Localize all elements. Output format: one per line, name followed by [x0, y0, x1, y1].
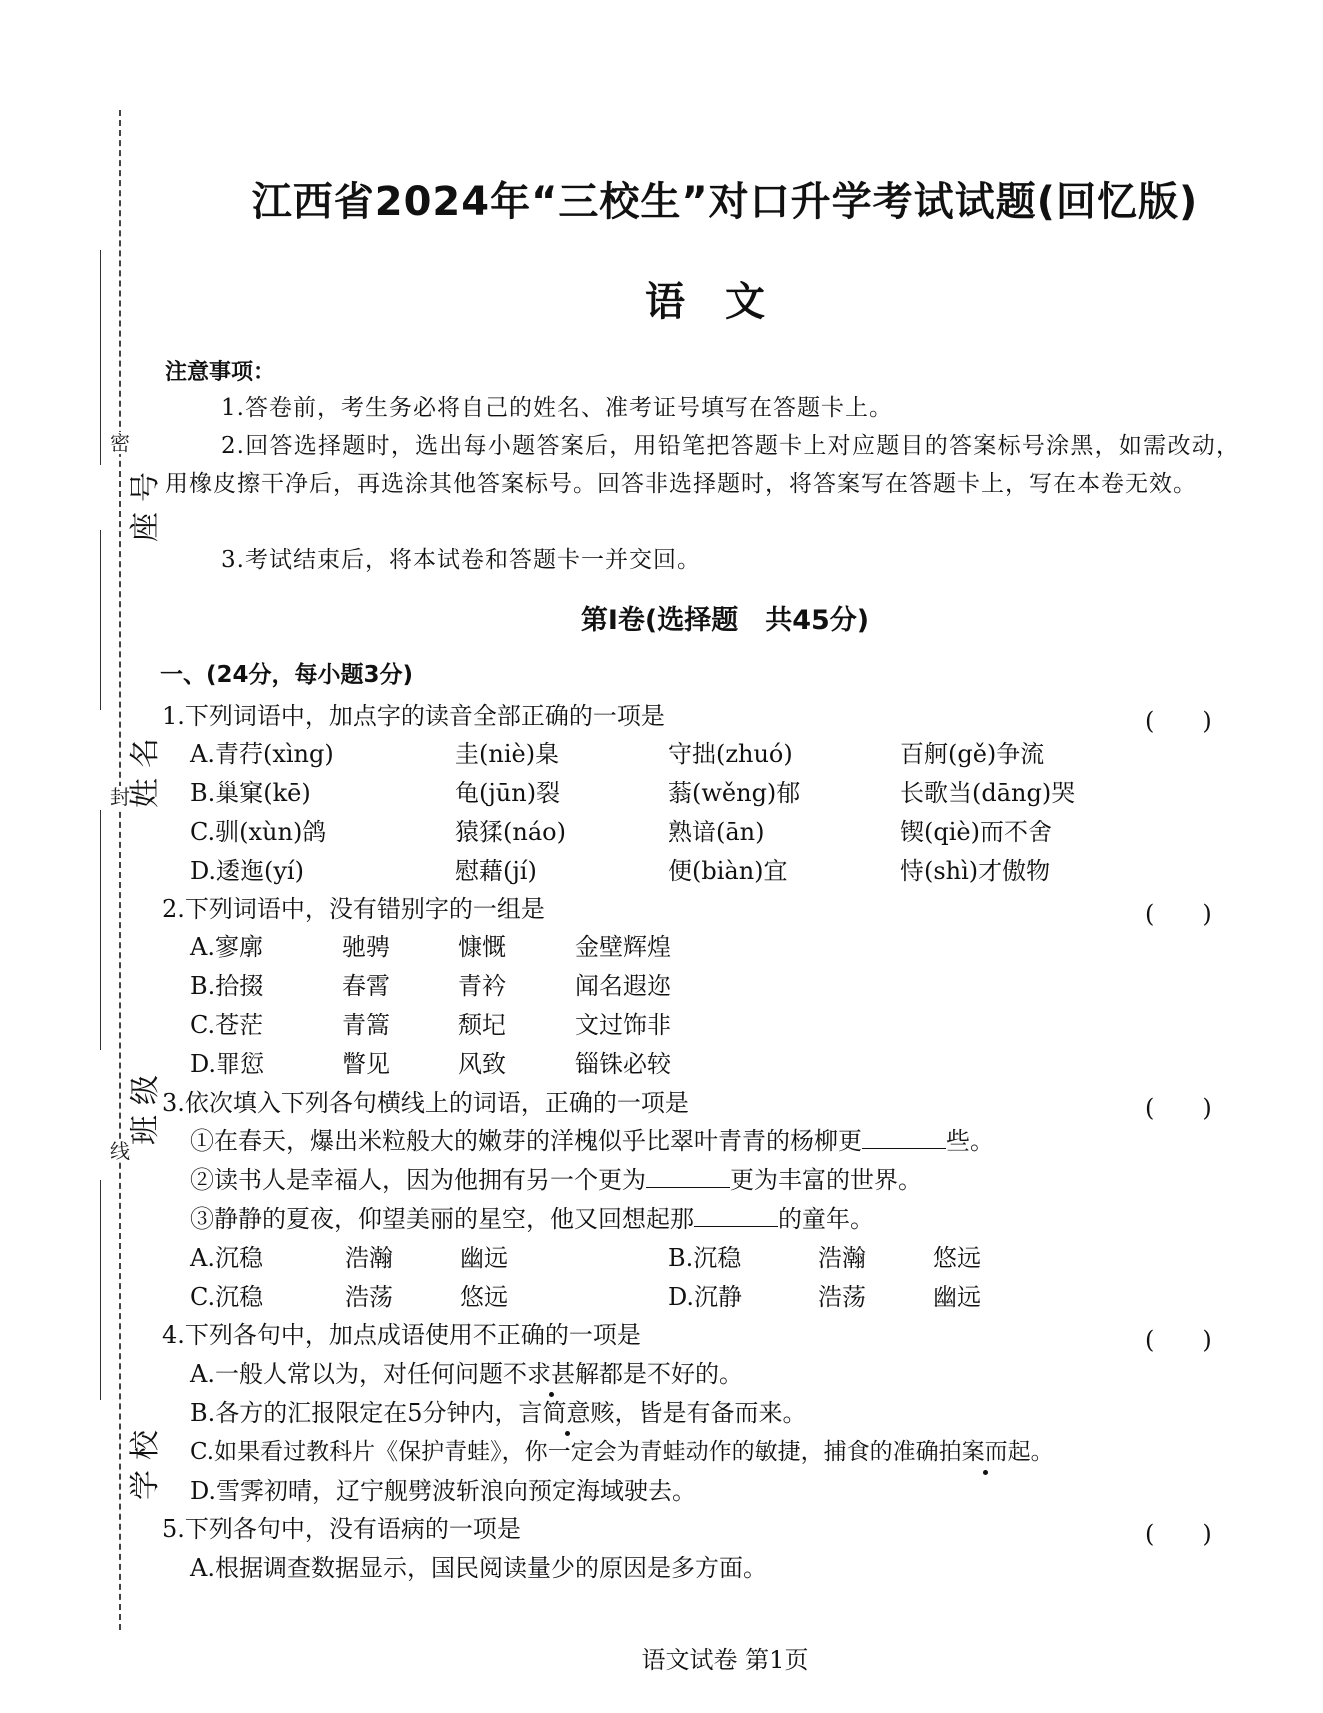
q1-option-d-4: 恃(shì)才傲物 — [900, 857, 1051, 885]
q4-option-b-before: B.各方的汇报限定在5分钟内， — [190, 1399, 519, 1427]
name-label: 姓名 — [128, 728, 163, 808]
q3-option-c-3: 悠远 — [460, 1283, 508, 1311]
q3-sentence-3-after: 的童年。 — [778, 1205, 874, 1233]
q2-option-c-1: C.苍茫 — [190, 1011, 264, 1039]
answer-bracket-1[interactable]: ( ) — [1145, 707, 1212, 735]
q4-option-d: D.雪霁初晴，辽宁舰劈波斩浪向预定海域驶去。 — [190, 1477, 697, 1505]
class-label: 班级 — [128, 1065, 163, 1145]
q4-option-c — [190, 1435, 1054, 1469]
q2-option-a-4: 金壁辉煌 — [575, 933, 671, 961]
q1-option-c-2: 猿猱(náo) — [455, 818, 566, 846]
q4-option-b-after: ，皆是有备而来。 — [614, 1399, 807, 1427]
q3-option-d-1: D.沉静 — [668, 1283, 743, 1311]
seal-mark-mi: 密 — [110, 431, 130, 455]
fill-blank-2[interactable] — [646, 1165, 730, 1188]
seat-number-line — [100, 250, 101, 465]
q1-option-a-1: A.青荇(xìng) — [190, 740, 334, 768]
seat-number-label: 座号 — [128, 462, 163, 542]
school-label: 学校 — [128, 1420, 163, 1500]
part-heading: 一、(24分，每小题3分) — [160, 662, 414, 688]
q1-option-a-2: 圭(niè)臬 — [455, 740, 560, 768]
q4-option-a-before: A.一般人常以为，对任何问题 — [190, 1360, 503, 1388]
q3-option-b-2: 浩瀚 — [818, 1244, 866, 1272]
page-footer: 语文试卷 第1页 — [641, 1646, 809, 1674]
question-3-stem: 3.依次填入下列各句横线上的词语，正确的一项是 — [162, 1089, 689, 1117]
q1-option-b-4: 长歌当(dāng)哭 — [900, 779, 1076, 807]
binding-margin — [0, 0, 163, 1713]
question-5-stem: 5.下列各句中，没有语病的一项是 — [162, 1515, 521, 1543]
q1-option-b-2: 龟(jūn)裂 — [455, 779, 561, 807]
q2-option-d-2: 瞥见 — [342, 1050, 390, 1078]
q4-option-c-before: C.如果看过教科片《保护青蛙》，你一定会为青蛙动作的敏捷，捕食的准确 — [190, 1439, 939, 1465]
exam-title: 江西省2024年“三校生”对口升学考试试题(回忆版) — [251, 179, 1199, 225]
q3-sentence-2-after: 更为丰富的世界。 — [730, 1166, 922, 1194]
q4-option-b — [190, 1396, 807, 1430]
q3-sentence-3 — [190, 1202, 874, 1236]
q3-sentence-1 — [190, 1124, 994, 1158]
q1-option-b-3: 蓊(wěng)郁 — [668, 779, 801, 807]
q2-option-c-3: 颓圮 — [458, 1011, 506, 1039]
q2-option-b-3: 青衿 — [458, 972, 506, 1000]
q1-option-c-1: C.驯(xùn)鸽 — [190, 818, 327, 846]
q1-option-c-4: 锲(qiè)而不舍 — [900, 818, 1052, 846]
q1-option-d-2: 慰藉(jí) — [455, 857, 537, 885]
seal-mark-xian: 线 — [110, 1139, 130, 1163]
notice-item-3: 3.考试结束后，将本试卷和答题卡一并交回。 — [221, 547, 701, 573]
question-2-stem: 2.下列词语中，没有错别字的一组是 — [162, 895, 545, 923]
q4-option-c-after: 。 — [1030, 1439, 1054, 1465]
q2-option-d-1: D.罪愆 — [190, 1050, 265, 1078]
q3-sentence-2-before: ②读书人是幸福人，因为他拥有另一个更为 — [190, 1166, 646, 1194]
q3-sentence-1-after: 些。 — [946, 1127, 994, 1155]
answer-bracket-2[interactable]: ( ) — [1145, 900, 1212, 928]
q3-sentence-1-before: ①在春天，爆出米粒般大的嫩芽的洋槐似乎比翠叶青青的杨柳更 — [190, 1127, 862, 1155]
school-line — [100, 1180, 101, 1400]
q1-option-a-3: 守拙(zhuó) — [668, 740, 793, 768]
q3-option-a-2: 浩瀚 — [345, 1244, 393, 1272]
answer-bracket-5[interactable]: ( ) — [1145, 1520, 1212, 1548]
subject-title: 语文 — [645, 279, 805, 325]
q3-option-a-3: 幽远 — [460, 1244, 508, 1272]
section-title: 第Ⅰ卷(选择题 共45分) — [580, 605, 870, 636]
q2-option-a-2: 驰骋 — [342, 933, 390, 961]
q5-option-a: A.根据调查数据显示，国民阅读量少的原因是多方面。 — [190, 1554, 767, 1582]
q3-option-d-3: 幽远 — [933, 1283, 981, 1311]
fill-blank-3[interactable] — [694, 1204, 778, 1227]
q2-option-c-2: 青篙 — [342, 1011, 390, 1039]
q2-option-a-3: 慷慨 — [458, 933, 506, 961]
q4-option-a — [190, 1357, 743, 1391]
answer-bracket-3[interactable]: ( ) — [1145, 1094, 1212, 1122]
q1-option-b-1: B.巢窠(kē) — [190, 779, 311, 807]
q2-option-d-4: 锱铢必较 — [575, 1050, 671, 1078]
q2-option-b-2: 春霄 — [342, 972, 390, 1000]
q3-option-b-3: 悠远 — [933, 1244, 981, 1272]
q3-option-d-2: 浩荡 — [818, 1283, 866, 1311]
question-4-stem: 4.下列各句中，加点成语使用不正确的一项是 — [162, 1321, 641, 1349]
q2-option-b-1: B.拾掇 — [190, 972, 264, 1000]
q3-option-c-2: 浩荡 — [345, 1283, 393, 1311]
q4-option-a-idiom: 不求甚解 — [503, 1357, 599, 1391]
q1-option-c-3: 熟谙(ān) — [668, 818, 765, 846]
q4-option-c-idiom: 拍案而起 — [939, 1435, 1031, 1469]
notice-item-2: 2.回答选择题时，选出每小题答案后，用铅笔把答题卡上对应题目的答案标号涂黑，如需改动，用橡皮擦干净后，再选涂其他答案标号。回答非选择题时，将答案写在答题卡上，写在本卷无效。 — [165, 433, 1240, 497]
q1-option-a-4: 百舸(gě)争流 — [900, 740, 1045, 768]
q3-option-b-1: B.沉稳 — [668, 1244, 742, 1272]
notice-item-1: 1.答卷前，考生务必将自己的姓名、准考证号填写在答题卡上。 — [221, 395, 893, 421]
q3-option-c-1: C.沉稳 — [190, 1283, 264, 1311]
q2-option-d-3: 风致 — [458, 1050, 506, 1078]
binding-dashed-line — [119, 110, 121, 1630]
q4-option-a-after: 都是不好的。 — [598, 1360, 743, 1388]
q4-option-b-idiom: 言简意赅 — [519, 1396, 615, 1430]
q2-option-a-1: A.寥廓 — [190, 933, 263, 961]
q3-sentence-2 — [190, 1163, 922, 1197]
notice-heading: 注意事项： — [165, 360, 276, 385]
seal-mark-feng: 封 — [110, 785, 130, 809]
q3-option-a-1: A.沉稳 — [190, 1244, 263, 1272]
q2-option-c-4: 文过饰非 — [575, 1011, 671, 1039]
class-line — [100, 810, 101, 1050]
question-1-stem: 1.下列词语中，加点字的读音全部正确的一项是 — [162, 702, 665, 730]
q3-sentence-3-before: ③静静的夏夜，仰望美丽的星空，他又回想起那 — [190, 1205, 694, 1233]
q2-option-b-4: 闻名遐迩 — [575, 972, 671, 1000]
answer-bracket-4[interactable]: ( ) — [1145, 1326, 1212, 1354]
fill-blank-1[interactable] — [862, 1126, 946, 1149]
q1-option-d-1: D.逶迤(yí) — [190, 857, 304, 885]
name-line — [100, 530, 101, 710]
q1-option-d-3: 便(biàn)宜 — [668, 857, 788, 885]
